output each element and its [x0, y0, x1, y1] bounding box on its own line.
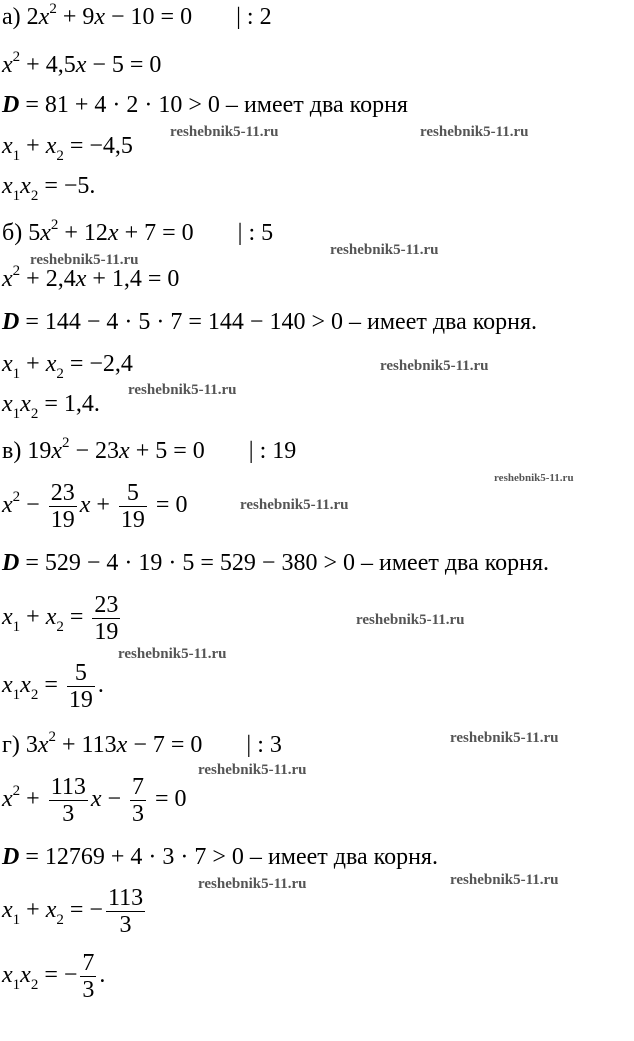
g-vieta-sum: $x_1 + x_2$ = − $\frac{113}{3}$ [2, 885, 144, 938]
g-reduced-equation: $x^2$ + $\frac{113}{3}$ x − $\frac{7}{3}$ = 0 [2, 774, 187, 827]
a-label: а) [2, 4, 21, 30]
a-vieta-product: $x_1x_2 = -5$. [2, 173, 96, 204]
watermark: reshebnik5-11.ru [494, 472, 574, 484]
watermark: reshebnik5-11.ru [170, 124, 279, 140]
watermark: reshebnik5-11.ru [128, 382, 237, 398]
g-product-fraction: $\frac{7}{3}$ [82, 950, 95, 1003]
b-discriminant: D = 144 − 4 · 5 · 7 = 144 − 140 > 0 – имеет два корня. [2, 309, 538, 335]
a-vieta-sum: $x_1 + x_2 = -4,5$ [2, 133, 133, 164]
watermark: reshebnik5-11.ru [420, 124, 529, 140]
v-sum-fraction: $\frac{23}{19}$ [94, 592, 119, 645]
watermark: reshebnik5-11.ru [450, 730, 559, 746]
watermark: reshebnik5-11.ru [198, 876, 307, 892]
watermark: reshebnik5-11.ru [330, 242, 439, 258]
v-reduced-equation: $x^2$ − $\frac{23}{19}$ x + $\frac{5}{19}$ = 0 [2, 480, 188, 533]
g-equation-line: г) $3x^2 + 113x - 7 = 0$ | : 3 [2, 729, 282, 758]
a-divisor: | : 2 [236, 4, 272, 30]
v-product-fraction: $\frac{5}{19}$ [68, 660, 93, 713]
b-reduced-equation: $x^2 + 2,4x + 1,4 = 0$ [2, 263, 180, 292]
v-fraction-1: $\frac{23}{19}$ [50, 480, 75, 533]
g-vieta-product: $x_1x_2$ = − $\frac{7}{3}$ . [2, 950, 106, 1003]
watermark: reshebnik5-11.ru [240, 497, 349, 513]
b-label: б) [2, 220, 23, 246]
g-fraction-2: $\frac{7}{3}$ [132, 774, 145, 827]
b-divisor: | : 5 [237, 220, 274, 246]
v-divisor: | : 19 [248, 438, 297, 464]
a-reduced-equation: $x^2 + 4,5x - 5 = 0$ [2, 49, 162, 78]
v-vieta-sum: $x_1 + x_2$ = $\frac{23}{19}$ [2, 592, 119, 645]
watermark: reshebnik5-11.ru [380, 358, 489, 374]
g-discriminant: D = 12769 + 4 · 3 · 7 > 0 – имеет два корня. [2, 844, 438, 870]
watermark: reshebnik5-11.ru [118, 646, 227, 662]
g-divisor: | : 3 [246, 732, 282, 758]
b-vieta-sum: $x_1 + x_2 = -2,4$ [2, 351, 133, 382]
v-vieta-product: $x_1x_2$ = $\frac{5}{19}$ . [2, 660, 104, 713]
a-equation-line: а) $2x^2 + 9x - 10 = 0$ | : 2 [2, 1, 272, 30]
g-fraction-1: $\frac{113}{3}$ [50, 774, 86, 827]
g-sum-fraction: $\frac{113}{3}$ [107, 885, 144, 938]
g-label: г) [2, 732, 20, 758]
b-vieta-product: $x_1x_2 = 1,4$. [2, 391, 100, 422]
watermark: reshebnik5-11.ru [30, 252, 139, 268]
watermark: reshebnik5-11.ru [450, 872, 559, 888]
a-discriminant: D = 81 + 4 · 2 · 10 > 0 – имеет два корня [2, 92, 408, 118]
watermark: reshebnik5-11.ru [198, 762, 307, 778]
b-equation-line: б) $5x^2 + 12x + 7 = 0$ | : 5 [2, 217, 274, 246]
v-equation-line: в) $19x^2 - 23x + 5 = 0$ | : 19 [2, 435, 297, 464]
watermark: reshebnik5-11.ru [356, 612, 465, 628]
v-fraction-2: $\frac{5}{19}$ [120, 480, 145, 533]
v-label: в) [2, 438, 22, 464]
v-discriminant: D = 529 − 4 · 19 · 5 = 529 − 380 > 0 – имеет два корня. [2, 550, 550, 576]
